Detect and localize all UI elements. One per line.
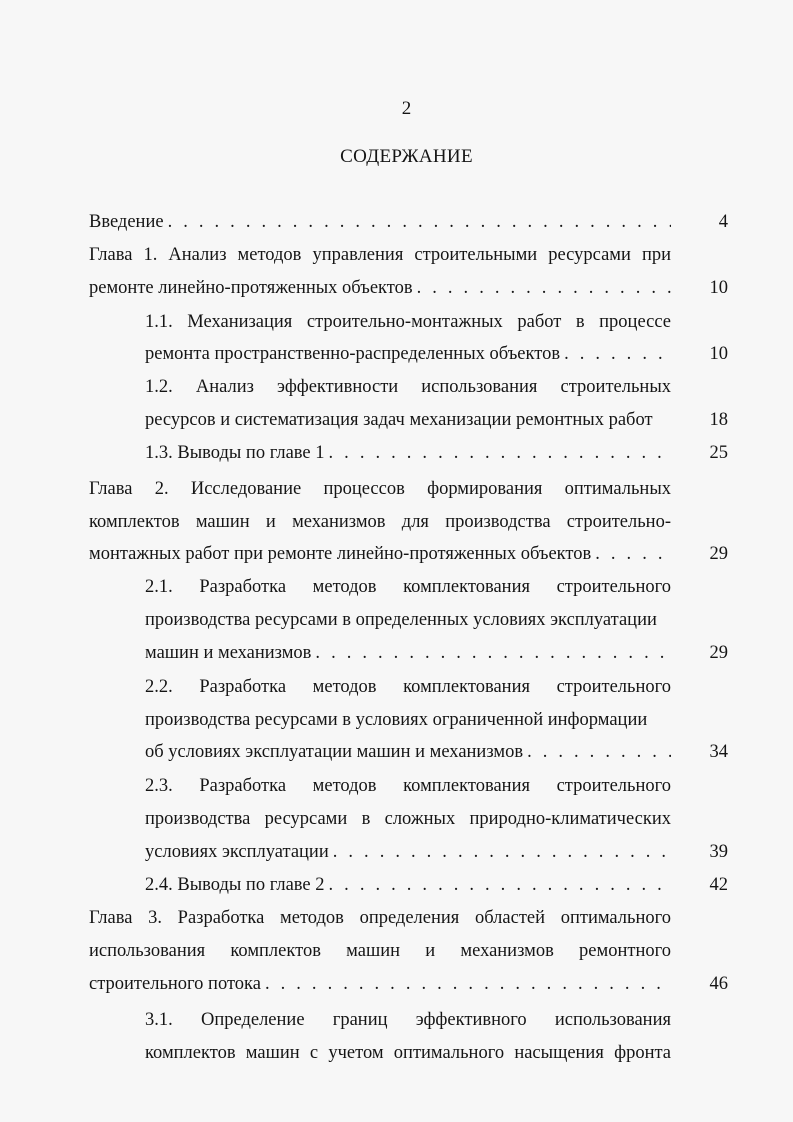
toc-entry-section-2-1-line-1: 2.1. Разработка методов комплектования строительного [145, 577, 671, 597]
page-title: СОДЕРЖАНИЕ [340, 146, 473, 167]
toc-leader-dots [315, 641, 671, 665]
toc-page-number: 10 [709, 278, 728, 298]
toc-leader-dots [168, 210, 671, 234]
toc-page-number: 42 [709, 875, 728, 895]
toc-entry-chapter-3-line-2: использования комплектов машин и механизмов ремонтного [89, 941, 671, 961]
toc-leader-dots [333, 840, 671, 864]
toc-entry-section-2-3-line-1: 2.3. Разработка методов комплектования строительного [145, 776, 671, 796]
toc-leader-dots [417, 276, 671, 300]
toc-leader-dots [329, 441, 671, 465]
toc-page-number: 39 [709, 842, 728, 862]
toc-page-number: 29 [709, 643, 728, 663]
toc-entry-chapter-3-line-3: строительного потока . . . [89, 972, 671, 996]
page-number: 2 [401, 98, 412, 119]
toc-entry-section-2-1-line-3: машин и механизмов . . . [145, 641, 671, 665]
toc-entry-section-2-4: 2.4. Выводы по главе 2 . . . [145, 873, 671, 897]
toc-page-number: 18 [709, 410, 728, 430]
toc-page-number: 34 [709, 742, 728, 762]
toc-entry-section-1-1-line-2: ремонта пространственно-распределенных объектов . . . [145, 342, 671, 366]
toc-leader-dots [265, 972, 671, 996]
toc-entry-section-2-2-line-2: производства ресурсами в условиях ограниченной информации [145, 710, 648, 730]
toc-leader-dots [329, 873, 671, 897]
toc-entry-chapter-2-line-2: комплектов машин и механизмов для производства строительно- [89, 512, 671, 532]
toc-leader-dots [564, 342, 671, 366]
toc-leader-dots [527, 740, 671, 764]
toc-entry-chapter-2-line-3: монтажных работ при ремонте линейно-протяженных объектов . . . [89, 542, 671, 566]
toc-entry-section-1-1-line-1: 1.1. Механизация строительно-монтажных работ в процессе [145, 312, 671, 332]
toc-entry-section-3-1-line-2: комплектов машин с учетом оптимального насыщения фронта [145, 1043, 671, 1063]
toc-entry-title: Введение [89, 212, 164, 232]
toc-entry-section-3-1-line-1: 3.1. Определение границ эффективного использования [145, 1010, 671, 1030]
toc-entry-chapter-1-line-2: ремонте линейно-протяженных объектов . . . [89, 276, 671, 300]
toc-entry-intro [89, 210, 671, 234]
toc-entry-section-2-2-line-1: 2.2. Разработка методов комплектования строительного [145, 677, 671, 697]
toc-entry-chapter-1-line-1: Глава 1. Анализ методов управления строительными ресурсами при [89, 245, 671, 265]
toc-entry-section-1-2-line-1: 1.2. Анализ эффективности использования строительных [145, 377, 671, 397]
toc-entry-section-2-2-line-3: об условиях эксплуатации машин и механизмов . . . [145, 740, 671, 764]
toc-page-number: 29 [709, 544, 728, 564]
toc-entry-section-1-3: 1.3. Выводы по главе 1 . . . [145, 441, 671, 465]
toc-entry-section-2-1-line-2: производства ресурсами в определенных условиях эксплуатации [145, 610, 657, 630]
toc-leader-dots [595, 542, 671, 566]
toc-entry-section-2-3-line-2: производства ресурсами в сложных природно-климатических [145, 809, 671, 829]
toc-entry-section-1-2-line-2: ресурсов и систематизация задач механизации ремонтных работ [145, 410, 653, 430]
toc-entry-chapter-3-line-1: Глава 3. Разработка методов определения областей оптимального [89, 908, 671, 928]
toc-page-number: 4 [718, 212, 728, 232]
toc-page-number: 10 [709, 344, 728, 364]
toc-entry-chapter-2-line-1: Глава 2. Исследование процессов формирования оптимальных [89, 479, 671, 499]
toc-entry-section-2-3-line-3: условиях эксплуатации . . . [145, 840, 671, 864]
toc-page-number: 46 [709, 974, 728, 994]
toc-page-number: 25 [709, 443, 728, 463]
